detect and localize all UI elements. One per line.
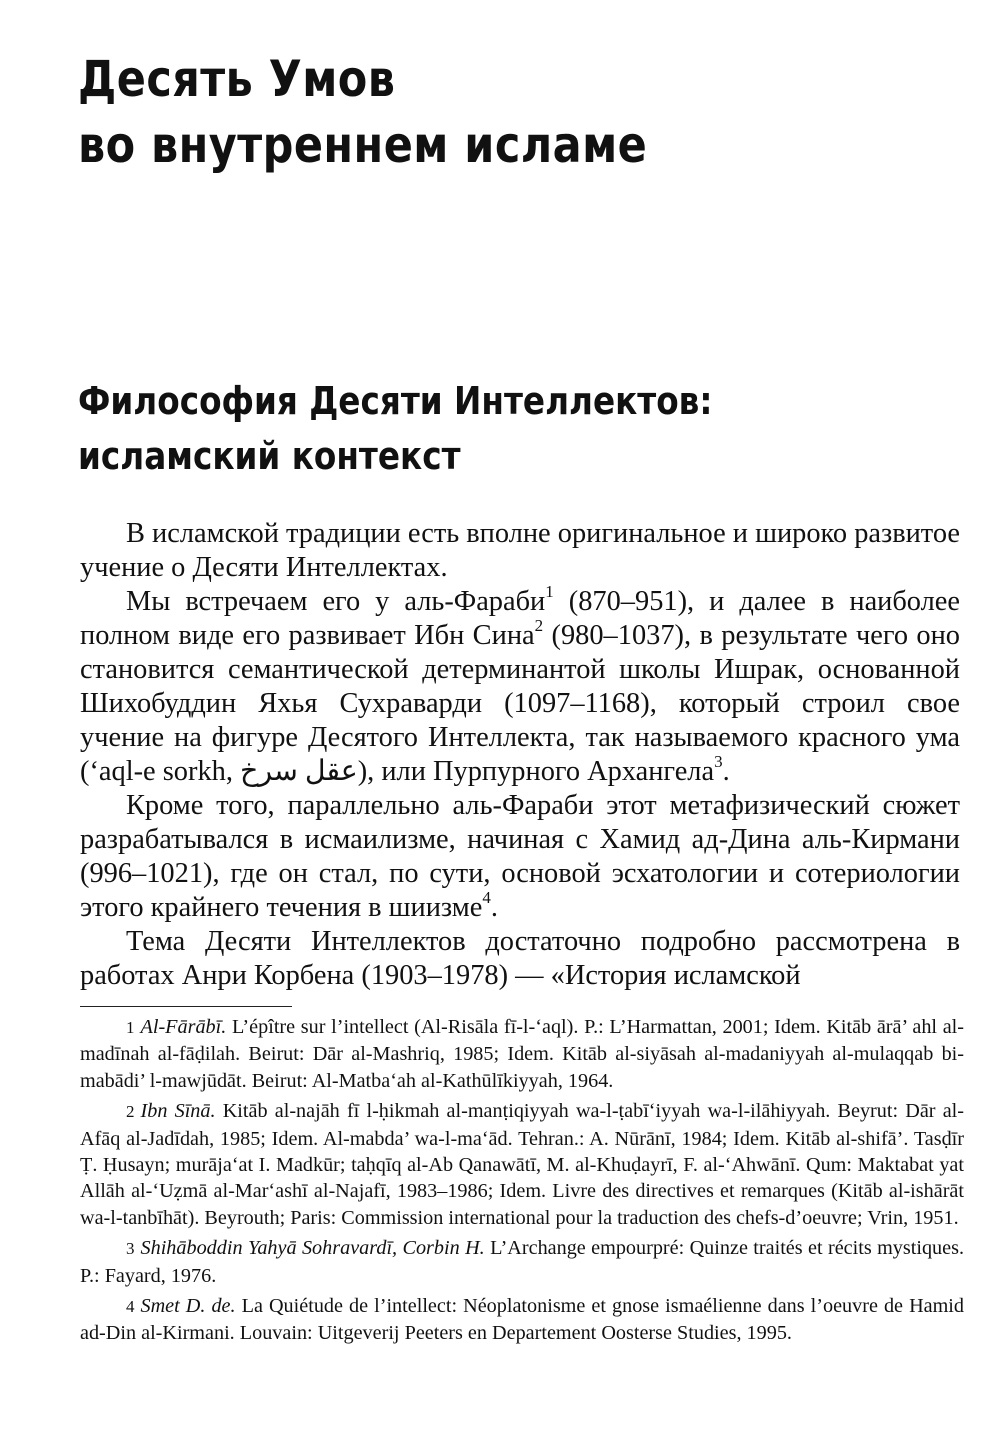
chapter-title — [78, 46, 835, 178]
paragraph-1: В исламской традиции есть вполне оригинальное и широко развитое учение о Десяти Интеллектах. — [80, 518, 960, 583]
footnote-1 — [80, 1014, 964, 1094]
footnote-number: 1 — [126, 1018, 135, 1037]
paragraph-2-text: . — [722, 756, 730, 787]
footnote-text: L’Archange empourpré: Quinze traités et récits mystiques. P.: Fayard, 1976. — [80, 1237, 964, 1287]
paragraph-2-text: (980–1037), в результате чего оно становится семантической детерминантой школы Ишрак, основанной Шихобуддин Яхья Сухраварди (1097–1168), который строил свое учение на фигуре Десятого Интеллекта, так называемого красного ума (‘aql-e sorkh, — [80, 620, 960, 787]
footnote-ref-2[interactable]: 2 — [534, 616, 544, 636]
footnote-ref-1[interactable]: 1 — [545, 582, 554, 602]
footnote-text: L’épître sur l’intellect (Al-Risāla fī-l-‘aql). P.: L’Harmattan, 2001; Idem. Kitāb ārā’ ahl al-madīnah al-fāḍilah. Beirut: Dār al-Mashriq, 1985; Idem. Kitāb al-siyāsah al-madaniyyah al-mulaqqab bi-mabādi’ l-mawjūdāt. Beirut: Al-Matba‘ah al-Kathūlīkiyyah, 1964. — [80, 1016, 964, 1092]
paragraph-3-text: Кроме того, параллельно аль-Фараби этот метафизический сюжет разрабатывался в исмаилизме, начиная с Хамид ад-Дина аль-Кирмани (996–1021), где он стал, по сути, основой эсхатологии и сотериологии этого крайнего течения в шиизме — [80, 790, 960, 923]
section-title — [78, 374, 835, 484]
footnote-number: 3 — [126, 1239, 135, 1259]
paragraph-2 — [80, 582, 961, 789]
footnote-ref-4[interactable]: 4 — [482, 888, 491, 908]
paragraph-2-text: ), или Пурпурного Архангела — [357, 756, 715, 787]
paragraph-2-text: Мы встречаем его у аль-Фараби — [126, 586, 546, 617]
footnote-ref-3[interactable]: 3 — [714, 752, 723, 772]
footnote-divider — [80, 1006, 292, 1007]
paragraph-3 — [80, 789, 960, 925]
chapter-title-line-1: Десять Умов — [78, 50, 396, 108]
footnote-author: Smet D. de. — [140, 1295, 236, 1318]
paragraph-3-text: . — [490, 892, 498, 923]
footnote-2 — [80, 1098, 964, 1231]
footnote-text: Kitāb al-najāh fī l-ḥikmah al-manṭiqiyyah wa-l-ṭabī‘iyyah wa-l-ilāhiyyah. Beyrut: Dār al-Afāq al-Jadīdah, 1985; Idem. Al-mabda’ wa-l-ma‘ād. Tehran.: A. Nūrānī, 1984; Idem. Kitāb al-shifā’. Tasḍīr Ṭ. Ḥusayn; murāja‘at I. Madkūr; taḥqīq al-Ab Qanawātī, M. al-Khuḍayrī, F. al-‘Ahwānī. Qum: Maktabat yat Allāh al-‘Uẓmā al-Mar‘ashī al-Najafī, 1983–1986; Idem. Livre des directives et remarques (Kitāb al-ishārāt wa-l-tanbīhāt). Beyrouth; Paris: Commission international pour la traduction des chefs-d’oeuvre; Vrin, 1951. — [80, 1100, 964, 1229]
footnote-author: Ibn Sīnā. — [140, 1100, 216, 1123]
footnote-text: La Quiétude de l’intellect: Néoplatonisme et gnose ismaélienne dans l’oeuvre de Hamid ad-Din al-Kirmani. Louvain: Uitgeverij Peeters en Departement Oosterse Studies, 1995. — [80, 1295, 965, 1345]
footnote-author: Al-Fārābī. — [140, 1016, 227, 1038]
footnote-4 — [80, 1293, 964, 1347]
arabic-term: عقل سرخ — [240, 756, 358, 787]
footnote-3 — [80, 1235, 964, 1289]
section-title-line-2: исламский контекст — [78, 434, 461, 478]
footnotes — [80, 1014, 964, 1351]
footnote-number: 4 — [126, 1297, 135, 1317]
paragraph-2-text: (870–951), и далее в наиболее полном виде его развивает Ибн Сина — [80, 586, 961, 651]
body-text — [80, 517, 960, 993]
footnote-author: Shihāboddin Yahyā Sohravardī, Corbin H. — [140, 1237, 485, 1260]
footnote-number: 2 — [126, 1102, 135, 1122]
paragraph-4: Тема Десяти Интеллектов достаточно подробно рассмотрена в работах Анри Корбена (1903–1978) — «История исламской — [80, 926, 960, 991]
section-title-line-1: Философия Десяти Интеллектов: — [78, 379, 713, 423]
chapter-title-line-2: во внутреннем исламе — [78, 116, 648, 174]
